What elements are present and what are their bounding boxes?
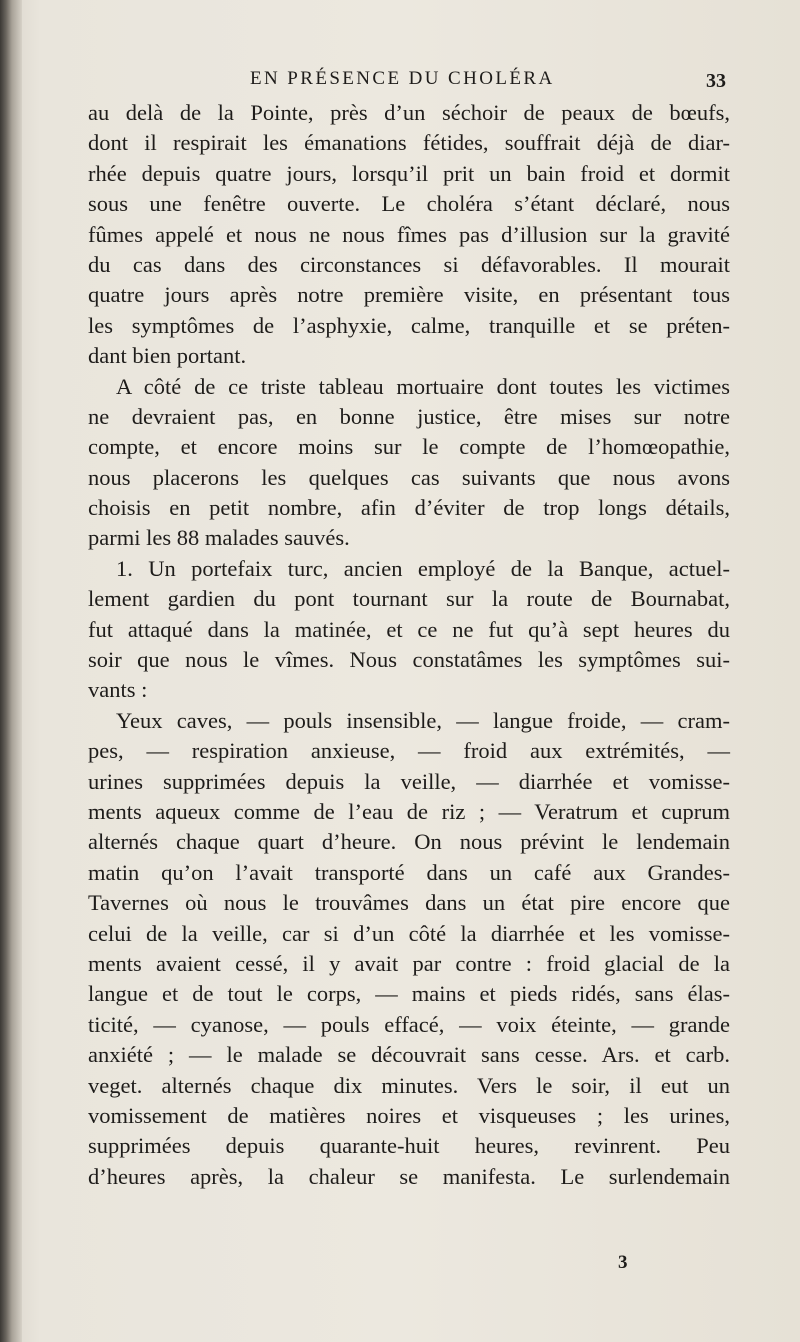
text-line: anxiété ; — le malade se découvrait sans cesse. Ars. et carb. bbox=[88, 1042, 730, 1068]
running-head bbox=[0, 68, 800, 98]
text-line: veget. alternés chaque dix minutes. Vers le soir, il eut un bbox=[88, 1072, 730, 1098]
body-text bbox=[88, 98, 730, 1192]
book-binding-edge bbox=[0, 0, 22, 1342]
text-line: dant bien portant. bbox=[88, 343, 247, 369]
page-number: 33 bbox=[706, 70, 726, 92]
text-line: fûmes appelé et nous ne nous fîmes pas d’illusion sur la gravité bbox=[88, 221, 730, 247]
text-line: alternés chaque quart d’heure. On nous prévint le lendemain bbox=[88, 829, 730, 855]
text-line: ticité, — cyanose, — pouls effacé, — voix éteinte, — grande bbox=[88, 1011, 730, 1037]
text-line: compte, et encore moins sur le compte de l’homœopathie, bbox=[88, 434, 730, 460]
text-line: Yeux caves, — pouls insensible, — langue froide, — cram- bbox=[116, 707, 730, 733]
text-line: celui de la veille, car si d’un côté la diarrhée et les vomisse- bbox=[88, 920, 730, 946]
text-line: dont il respirait les émanations fétides, souffrait déjà de diar- bbox=[88, 130, 730, 156]
text-line: pes, — respiration anxieuse, — froid aux extrémités, — bbox=[88, 738, 730, 764]
text-line: rhée depuis quatre jours, lorsqu’il prit un bain froid et dormit bbox=[88, 160, 730, 186]
text-line: les symptômes de l’asphyxie, calme, tranquille et se préten- bbox=[88, 312, 730, 338]
text-line: lement gardien du pont tournant sur la route de Bournabat, bbox=[88, 586, 730, 612]
text-line: vants : bbox=[88, 677, 148, 703]
text-line: supprimées depuis quarante-huit heures, revinrent. Peu bbox=[88, 1133, 730, 1159]
text-line: vomissement de matières noires et visqueuses ; les urines, bbox=[88, 1102, 730, 1128]
running-title: EN PRÉSENCE DU CHOLÉRA bbox=[250, 68, 555, 89]
text-line: au delà de la Pointe, près d’un séchoir de peaux de bœufs, bbox=[88, 100, 730, 125]
text-line: soir que nous le vîmes. Nous constatâmes les symptômes sui- bbox=[88, 647, 730, 673]
text-line: du cas dans des circonstances si défavorables. Il mourait bbox=[88, 251, 730, 277]
text-line: langue et de tout le corps, — mains et pieds ridés, sans élas- bbox=[88, 981, 730, 1007]
text-line: A côté de ce triste tableau mortuaire dont toutes les victimes bbox=[116, 373, 730, 399]
text-line: nous placerons les quelques cas suivants que nous avons bbox=[88, 464, 730, 490]
text-line: matin qu’on l’avait transporté dans un café aux Grandes- bbox=[88, 859, 730, 885]
text-line: sous une fenêtre ouverte. Le choléra s’étant déclaré, nous bbox=[88, 191, 730, 217]
text-line: Tavernes où nous le trouvâmes dans un état pire encore que bbox=[88, 890, 730, 916]
text-line: ments aqueux comme de l’eau de riz ; — Veratrum et cuprum bbox=[88, 798, 730, 824]
text-line: parmi les 88 malades sauvés. bbox=[88, 525, 350, 551]
text-line: d’heures après, la chaleur se manifesta. Le surlendemain bbox=[88, 1163, 730, 1189]
text-line: choisis en petit nombre, afin d’éviter de trop longs détails, bbox=[88, 495, 730, 521]
text-line: quatre jours après notre première visite, en présentant tous bbox=[88, 282, 730, 308]
text-line: ments avaient cessé, il y avait par contre : froid glacial de la bbox=[88, 950, 730, 976]
text-line: fut attaqué dans la matinée, et ce ne fut qu’à sept heures du bbox=[88, 616, 730, 642]
text-line: urines supprimées depuis la veille, — diarrhée et vomisse- bbox=[88, 768, 730, 794]
signature-mark: 3 bbox=[618, 1252, 628, 1273]
text-line: ne devraient pas, en bonne justice, être mises sur notre bbox=[88, 403, 730, 429]
text-line: 1. Un portefaix turc, ancien employé de la Banque, actuel- bbox=[116, 555, 730, 581]
